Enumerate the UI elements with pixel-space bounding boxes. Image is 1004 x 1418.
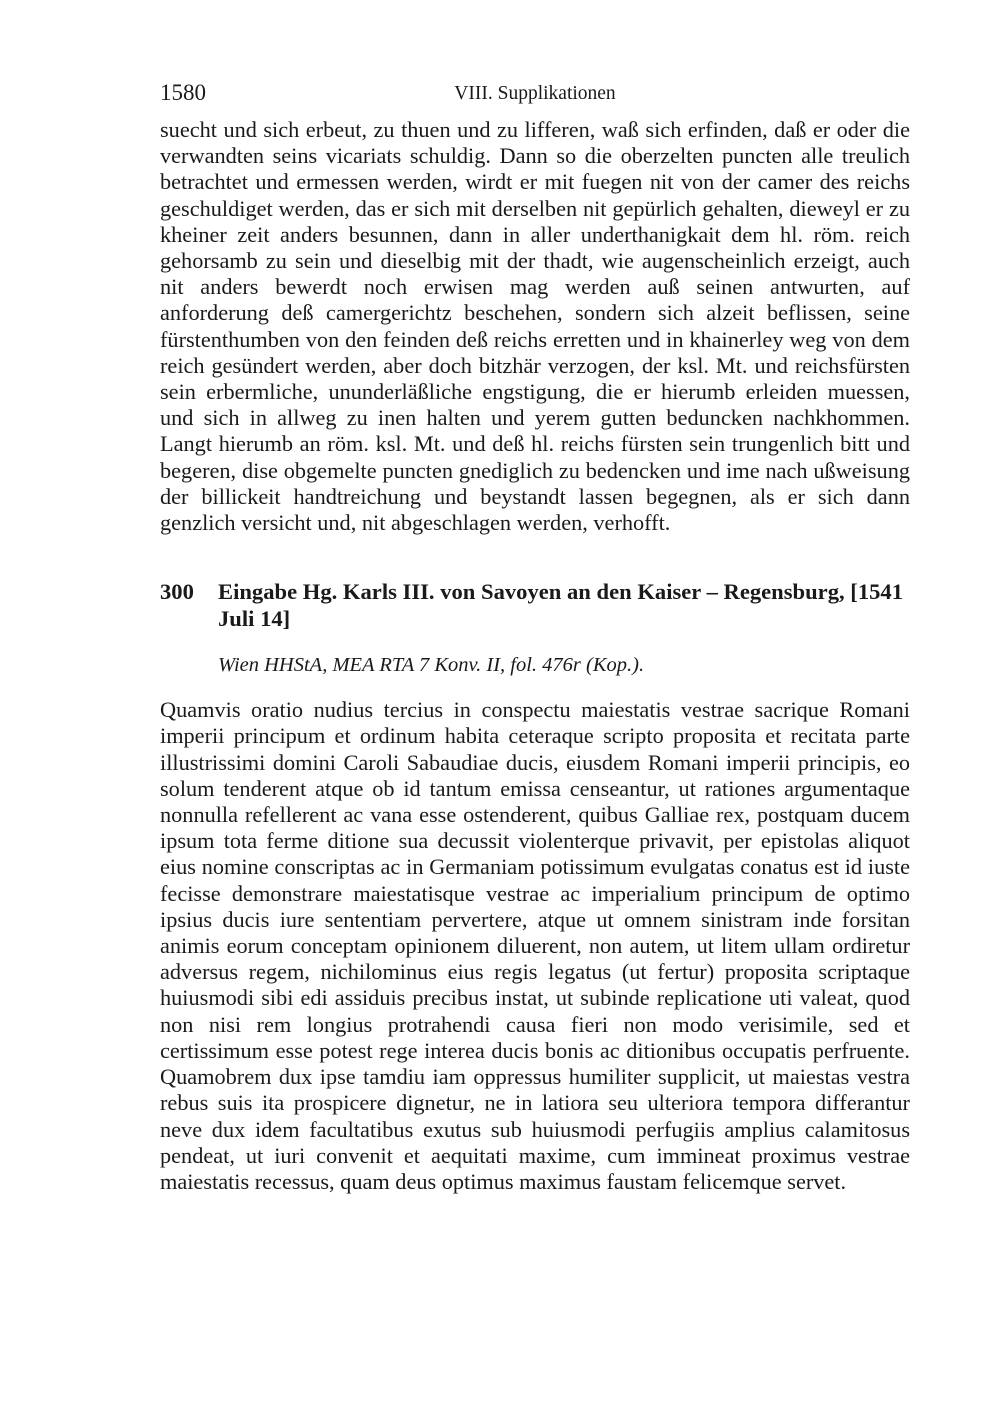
continued-paragraph: suecht und sich erbeut, zu thuen und zu lifferen, waß sich erfinden, daß er oder die verwandten seins vicariats schuldig. Dann so die oberzelten puncten alle treulich betrachtet und ermessen werden, wirdt er mit fuegen nit von der camer des reichs geschuldiget werden, das er sich mit derselben nit gepürlich gehalten, dieweyl er zu kheiner zeit anders besunnen, dann in aller underthanigkait dem hl. röm. reich gehorsamb zu sein und dieselbig mit der thadt, wie augenscheinlich erzeigt, auch nit anders bewerdt noch erwisen mag werden auß seinen antwurten, auf anforderung deß camergerichtz beschehen, sondern sich alzeit beflissen, seine fürstenthumben von den feinden deß reichs erretten und in khainerley weg von dem reich gesündert werden, aber doch bitzhär verzogen, der ksl. Mt. und reichsfürsten sein erbermliche, ununderläßliche engstigung, die er hierumb erleiden muessen, und sich in allweg zu inen halten und yerem gutten beduncken nachkhommen. Langt hierumb an röm. ksl. Mt. und deß hl. reichs fürsten sein trungenlich bitt und begeren, dise obgemelte puncten gnediglich zu bedencken und ime nach ußweisung der billickeit handtreichung und beystandt lassen begegnen, als er sich dann genzlich versicht und, nit abgeschlagen werden, verhofft. <box>160 117 910 536</box>
running-title: VIII. Supplikationen <box>454 83 616 104</box>
page-number: 1580 <box>160 80 206 105</box>
document-heading <box>160 579 910 632</box>
source-reference: Wien HHStA, MEA RTA 7 Konv. II, fol. 476r (Kop.). <box>218 654 645 677</box>
page <box>160 78 910 1195</box>
document-text: Quamvis oratio nudius tercius in conspectu maiestatis vestrae sacrique Romani imperii principum et ordinum habita ceteraque scripto proposita et recitata parte illustrissimi domini Caroli Sabaudiae ducis, eiusdem Romani imperii principis, eo solum tenderent atque ob id tantum emissa censeantur, ut rationes argumentaque nonnulla refellerent ac vana esse ostenderent, quibus Galliae rex, postquam ducem ipsum tota ferme ditione sua decussit violenterque privavit, per epistolas aliquot eius nomine conscriptas ac in Germaniam potissimum evulgatas conatus est id iuste fecisse demonstrare maiestatisque vestrae ac imperialium principum de optimo ipsius ducis iure sententiam pervertere, atque ut omnem sinistram inde forsitan animis eorum conceptam opinionem diluerent, non autem, ut litem ullam ordiretur adversus regem, nichilominus eius regis legatus (ut fertur) proposita scriptaque huiusmodi sibi edi assiduis precibus instat, ut subinde replicatione uti valeat, quod non nisi rem longius protrahendi causa fieri non modo verisimile, sed et certissimum esse potest rege interea ducis bonis ac ditionibus occupatis perfruente. Quamobrem dux ipse tamdiu iam oppressus humiliter supplicit, ut maiestas vestra rebus suis ita prospicere dignetur, ne in latiora seu ulteriora tempora differantur neve dux idem facultatibus exutus sub huiusmodi perfugiis amplius calamitosus pendeat, ut iuri convenit et aequitati maxime, cum immineat proximus vestrae maiestatis recessus, quam deus optimus maximus faustam felicemque servet. <box>160 697 910 1194</box>
document-number: 300 <box>160 579 194 605</box>
running-head <box>160 78 910 108</box>
document-title: Eingabe Hg. Karls III. von Savoyen an den Kaiser – Regensburg, [1541 Juli 14] <box>218 579 904 631</box>
